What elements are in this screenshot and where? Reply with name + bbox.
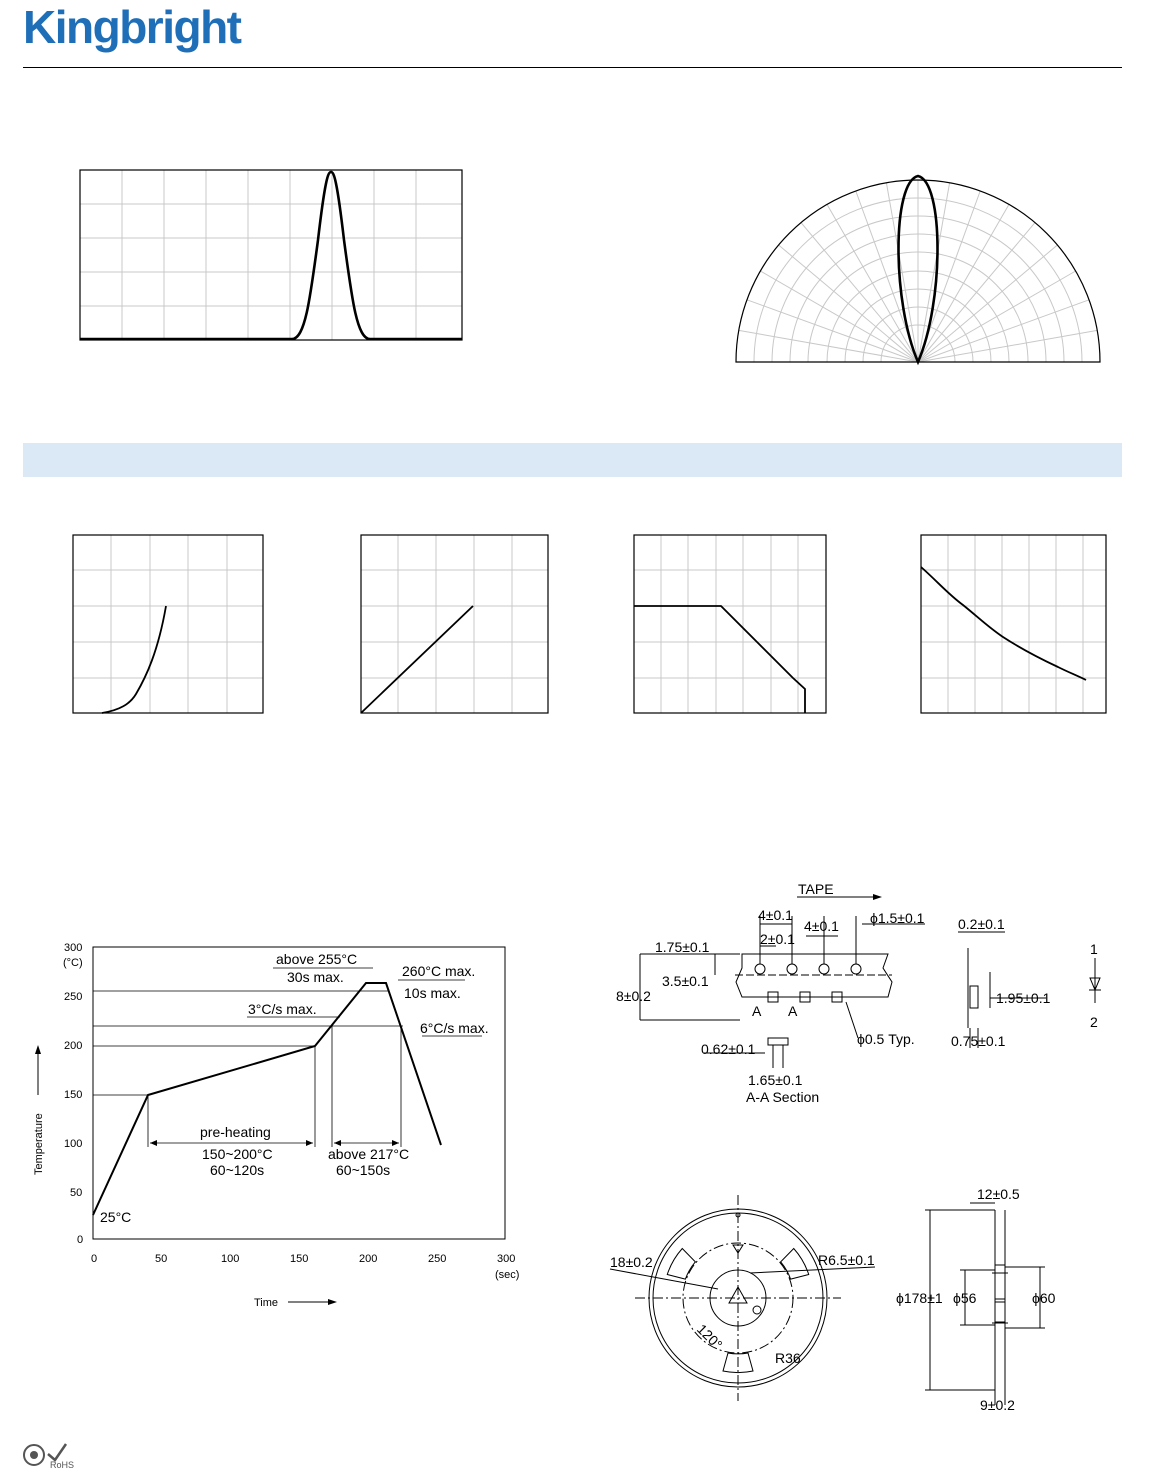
reflow-chart: [30, 935, 540, 1315]
x-tick: 0: [91, 1253, 98, 1265]
rohs-icon: [22, 1440, 82, 1470]
dim: 120°: [693, 1320, 726, 1353]
x-tick: 100: [221, 1253, 240, 1265]
annotation: 260°C max.: [402, 963, 476, 979]
forward-current-chart: [70, 532, 270, 718]
y-tick: 50: [70, 1187, 83, 1199]
annotation: 150~200°C: [202, 1146, 273, 1162]
dim: 3.5±0.1: [662, 973, 709, 989]
annotation: 6°C/s max.: [420, 1020, 489, 1036]
x-unit: (sec): [495, 1269, 520, 1281]
dim: 9±0.2: [980, 1397, 1015, 1413]
dim: 0.75±0.1: [951, 1033, 1006, 1049]
y-tick: 100: [64, 1138, 83, 1150]
annotation: 60~150s: [336, 1162, 391, 1178]
dim: ϕ56: [953, 1290, 977, 1306]
curve: [102, 606, 166, 713]
temperature-intensity-chart: [918, 532, 1110, 718]
spectrum-curve: [80, 172, 462, 339]
brand-logo: Kingbright: [23, 1, 241, 53]
x-tick: 150: [290, 1253, 309, 1265]
y-tick: 0: [77, 1234, 84, 1246]
dim: R6.5±0.1: [818, 1252, 875, 1268]
dim: A-A Section: [746, 1089, 820, 1105]
dim: 2±0.1: [760, 931, 795, 947]
annotation: 3°C/s max.: [248, 1001, 317, 1017]
annotation: above 217°C: [328, 1146, 410, 1162]
annotation: 10s max.: [404, 985, 461, 1001]
annotation: 30s max.: [287, 969, 344, 985]
reel-drawing: [600, 1185, 1120, 1415]
spectrum-chart: [70, 160, 470, 350]
annotation: above 255°C: [276, 951, 358, 967]
dim: ϕ1.5±0.1: [870, 910, 925, 926]
dim: ϕ0.5 Typ.: [857, 1031, 915, 1047]
section-band: [23, 443, 1122, 477]
dim: 0.62±0.1: [701, 1041, 756, 1057]
y-tick: 200: [64, 1040, 83, 1052]
dim: 1.75±0.1: [655, 939, 710, 955]
dim: 4±0.1: [758, 907, 793, 923]
curve: [634, 606, 805, 713]
radiation-chart: [730, 170, 1110, 370]
dim: R36: [775, 1350, 801, 1366]
reflow-curve: [93, 983, 441, 1215]
dim: A: [752, 1003, 762, 1019]
dim: 12±0.5: [977, 1186, 1020, 1202]
x-label: Time: [254, 1297, 279, 1309]
curve: [921, 567, 1086, 680]
spectrum-grid: [80, 170, 462, 340]
luminous-intensity-chart: [358, 532, 553, 718]
annotation: 25°C: [100, 1209, 132, 1225]
x-tick: 300: [497, 1253, 516, 1265]
dim: 18±0.2: [610, 1254, 653, 1270]
pin-label: 2: [1090, 1014, 1098, 1030]
y-tick: 300: [64, 942, 83, 954]
polar-grid: [739, 180, 1097, 362]
dim: 4±0.1: [804, 918, 839, 934]
header-rule: [23, 67, 1122, 68]
y-tick: 150: [64, 1089, 83, 1101]
dim: ϕ178±1: [896, 1290, 943, 1306]
dim: 0.2±0.1: [958, 916, 1005, 932]
annotation: pre-heating: [200, 1124, 271, 1140]
curve: [361, 606, 473, 713]
y-tick: 250: [64, 991, 83, 1003]
dim: 8±0.2: [616, 988, 651, 1004]
x-tick: 50: [155, 1253, 168, 1265]
dim: 1.65±0.1: [748, 1072, 803, 1088]
dim: A: [788, 1003, 798, 1019]
tape-drawing: [600, 878, 1120, 1108]
pin-label: 1: [1090, 941, 1098, 957]
derating-chart: [631, 532, 831, 718]
annotation: 60~120s: [210, 1162, 265, 1178]
x-tick: 200: [359, 1253, 378, 1265]
y-label: Temperature: [33, 1113, 45, 1175]
y-unit: (°C): [63, 957, 83, 969]
rohs-label: RoHS: [50, 1460, 75, 1470]
dim: ϕ60: [1032, 1290, 1056, 1306]
dim: 1.95±0.1: [996, 990, 1051, 1006]
x-tick: 250: [428, 1253, 447, 1265]
dim: TAPE: [798, 881, 834, 897]
